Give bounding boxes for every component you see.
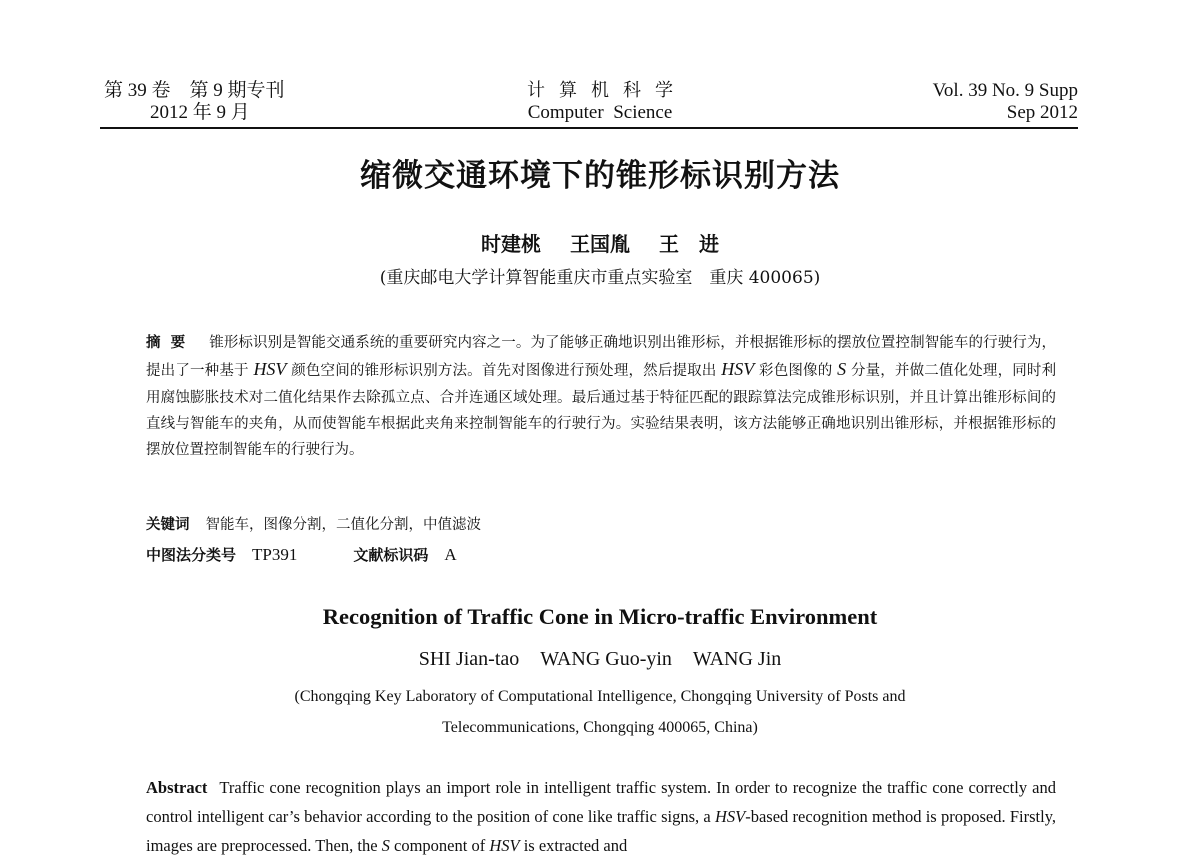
abstract-cn <box>146 330 1056 463</box>
journal-name-cn: 计算机科学 <box>527 80 687 101</box>
issue-info <box>104 80 285 124</box>
volume-issue-en: Vol. 39 No. 9 Supp <box>932 80 1078 101</box>
math-hsv: HSV <box>721 359 755 380</box>
abstract-text: is extracted and <box>519 836 628 855</box>
volume-issue: 第 39 卷 第 9 期专刊 <box>104 80 285 101</box>
abstract-text: 颜色空间的锥形标识别方法。首先对图像进行预处理，然后提取出 <box>291 363 717 380</box>
abstract-text: 彩色图像的 <box>759 363 833 380</box>
authors-cn <box>0 228 1200 257</box>
author-en: WANG Jin <box>692 648 782 670</box>
abstract-text: Traffic cone recognition plays an import role in intelligent traffic system. In order to recognize the traffic cone correctly and control intelligent car’s behavior according to the position of cone like traffic signs, a <box>146 778 1056 826</box>
author-en: SHI Jian-tao <box>418 648 520 670</box>
paper-title-cn: 缩微交通环境下的锥形标识别方法 <box>360 158 840 194</box>
author-en: WANG Guo-yin <box>540 648 672 670</box>
keywords-label: 关键词 <box>146 517 190 533</box>
affiliation-en-line: (Chongqing Key Laboratory of Computational Intelligence, Chongqing University of Posts and <box>294 688 906 705</box>
doc-code-value: A <box>444 545 457 564</box>
volume-info-en <box>933 80 1078 124</box>
paper-title-en: Recognition of Traffic Cone in Micro-traffic Environment <box>322 604 878 629</box>
affiliation-cn: (重庆邮电大学计算智能重庆市重点实验室 重庆 400065) <box>379 268 821 288</box>
abstract-text: 分量，并做二值化处理，同时利用腐蚀膨胀技术对二值化结果作去除孤立点、合并连通区域处理。最后通过基于特征匹配的跟踪算法完成锥形标识别，并且计算出锥形标间的直线与智能车的夹角，从而使智能车根据此夹角来控制智能车的行驶行为。实验结果表明，该方法能够正确地识别出锥形标，并根据锥形标的摆放位置控制智能车的行驶行为。 <box>146 363 1057 459</box>
keywords-cn <box>146 513 481 534</box>
affiliation-en-line: Telecommunications, Chongqing 400065, China) <box>442 719 758 736</box>
publication-date-cn: 2012 年 9 月 <box>150 102 250 123</box>
abstract-text: -based recognition method is proposed. Firstly, images are preprocessed. Then, the <box>146 807 1056 855</box>
abstract-en <box>146 773 1056 860</box>
clc-label: 中图法分类号 <box>146 546 237 564</box>
clc-value: TP391 <box>252 545 298 564</box>
math-hsv: HSV <box>489 836 520 855</box>
classification-info <box>146 544 457 565</box>
author-cn: 王国胤 <box>570 232 630 256</box>
math-hsv: HSV <box>253 359 287 380</box>
keywords-value: 智能车，图像分割，二值化分割，中值滤波 <box>205 517 481 533</box>
abstract-text: component of <box>389 836 490 855</box>
header-rule <box>100 127 1078 129</box>
abstract-label-en: Abstract <box>146 778 208 797</box>
doc-code-label: 文献标识码 <box>353 546 429 564</box>
affiliation-en <box>0 681 1200 743</box>
abstract-label-cn: 摘要 <box>146 335 196 351</box>
authors-en <box>0 648 1200 671</box>
math-hsv: HSV <box>714 807 746 826</box>
journal-name <box>500 80 700 124</box>
abstract-text: 锥形标识别是智能交通系统的重要研究内容之一。为了能够正确地识别出锥形标，并根据锥形标的摆放位置控制智能车的行驶行为，提出了一种基于 <box>146 335 1057 380</box>
math-s: S <box>837 359 847 380</box>
journal-name-en: Computer Science <box>527 102 673 123</box>
author-cn: 时建桃 <box>481 232 542 256</box>
publication-date-en: Sep 2012 <box>1006 102 1078 123</box>
math-s: S <box>381 836 390 855</box>
author-cn: 王 进 <box>658 232 719 256</box>
